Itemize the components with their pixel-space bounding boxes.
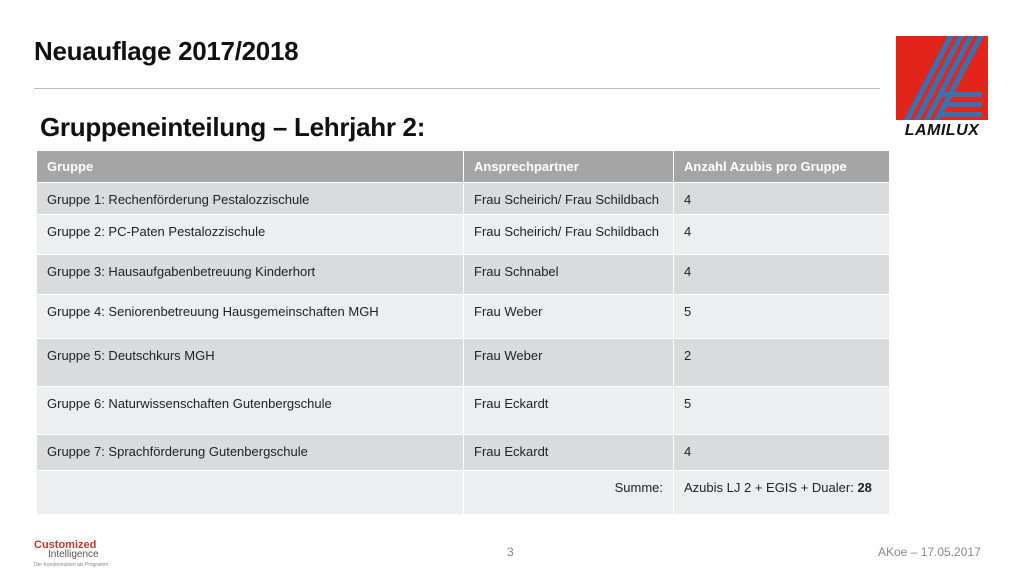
cell-empty	[37, 471, 464, 515]
cell-ansprechpartner: Frau Scheirich/ Frau Schildbach	[464, 215, 674, 255]
column-header-gruppe: Gruppe	[37, 151, 464, 183]
summary-label: Summe:	[464, 471, 674, 515]
table-header-row	[37, 151, 890, 183]
table-row	[37, 215, 890, 255]
summary-total: 28	[857, 480, 872, 495]
summary-value	[674, 471, 890, 515]
cell-ansprechpartner: Frau Weber	[464, 295, 674, 339]
column-header-anzahl: Anzahl Azubis pro Gruppe	[674, 151, 890, 183]
lamilux-logo	[896, 36, 988, 140]
cell-anzahl: 4	[674, 435, 890, 471]
ci-logo-line2: Intelligence	[48, 549, 99, 560]
title-divider	[34, 88, 880, 89]
cell-anzahl: 4	[674, 255, 890, 295]
lamilux-wordmark: LAMILUX	[904, 122, 980, 139]
cell-ansprechpartner: Frau Eckardt	[464, 387, 674, 435]
table-row	[37, 183, 890, 215]
table-row	[37, 387, 890, 435]
table-row	[37, 295, 890, 339]
cell-anzahl: 4	[674, 215, 890, 255]
summary-text: Azubis LJ 2 + EGIS + Dualer:	[684, 480, 854, 495]
cell-gruppe: Gruppe 5: Deutschkurs MGH	[37, 339, 464, 387]
cell-gruppe: Gruppe 6: Naturwissenschaften Gutenbergschule	[37, 387, 464, 435]
slide-subtitle: Gruppeneinteilung – Lehrjahr 2:	[40, 112, 426, 142]
table-row	[37, 435, 890, 471]
ci-logo-tagline: Der Kundennutzen als Programm	[34, 562, 109, 568]
table-summary-row	[37, 471, 890, 515]
cell-ansprechpartner: Frau Weber	[464, 339, 674, 387]
cell-ansprechpartner: Frau Scheirich/ Frau Schildbach	[464, 183, 674, 215]
cell-gruppe: Gruppe 3: Hausaufgabenbetreuung Kinderhort	[37, 255, 464, 295]
author-date: AKoe – 17.05.2017	[878, 545, 981, 559]
cell-gruppe: Gruppe 1: Rechenförderung Pestalozzischule	[37, 183, 464, 215]
cell-anzahl: 5	[674, 295, 890, 339]
cell-anzahl: 5	[674, 387, 890, 435]
groups-table	[36, 150, 890, 515]
page-number: 3	[507, 545, 514, 559]
cell-anzahl: 4	[674, 183, 890, 215]
column-header-ansprechpartner: Ansprechpartner	[464, 151, 674, 183]
cell-gruppe: Gruppe 7: Sprachförderung Gutenbergschule	[37, 435, 464, 471]
customized-intelligence-logo	[34, 540, 108, 570]
slide-title: Neuauflage 2017/2018	[34, 36, 299, 66]
cell-anzahl: 2	[674, 339, 890, 387]
cell-ansprechpartner: Frau Eckardt	[464, 435, 674, 471]
lamilux-logo-mark	[896, 36, 988, 120]
table-row	[37, 339, 890, 387]
table-row	[37, 255, 890, 295]
cell-gruppe: Gruppe 2: PC-Paten Pestalozzischule	[37, 215, 464, 255]
lamilux-stripes-icon	[896, 36, 988, 120]
ci-logo-line1: Customized	[34, 539, 97, 551]
cell-gruppe: Gruppe 4: Seniorenbetreuung Hausgemeinschaften MGH	[37, 295, 464, 339]
cell-ansprechpartner: Frau Schnabel	[464, 255, 674, 295]
